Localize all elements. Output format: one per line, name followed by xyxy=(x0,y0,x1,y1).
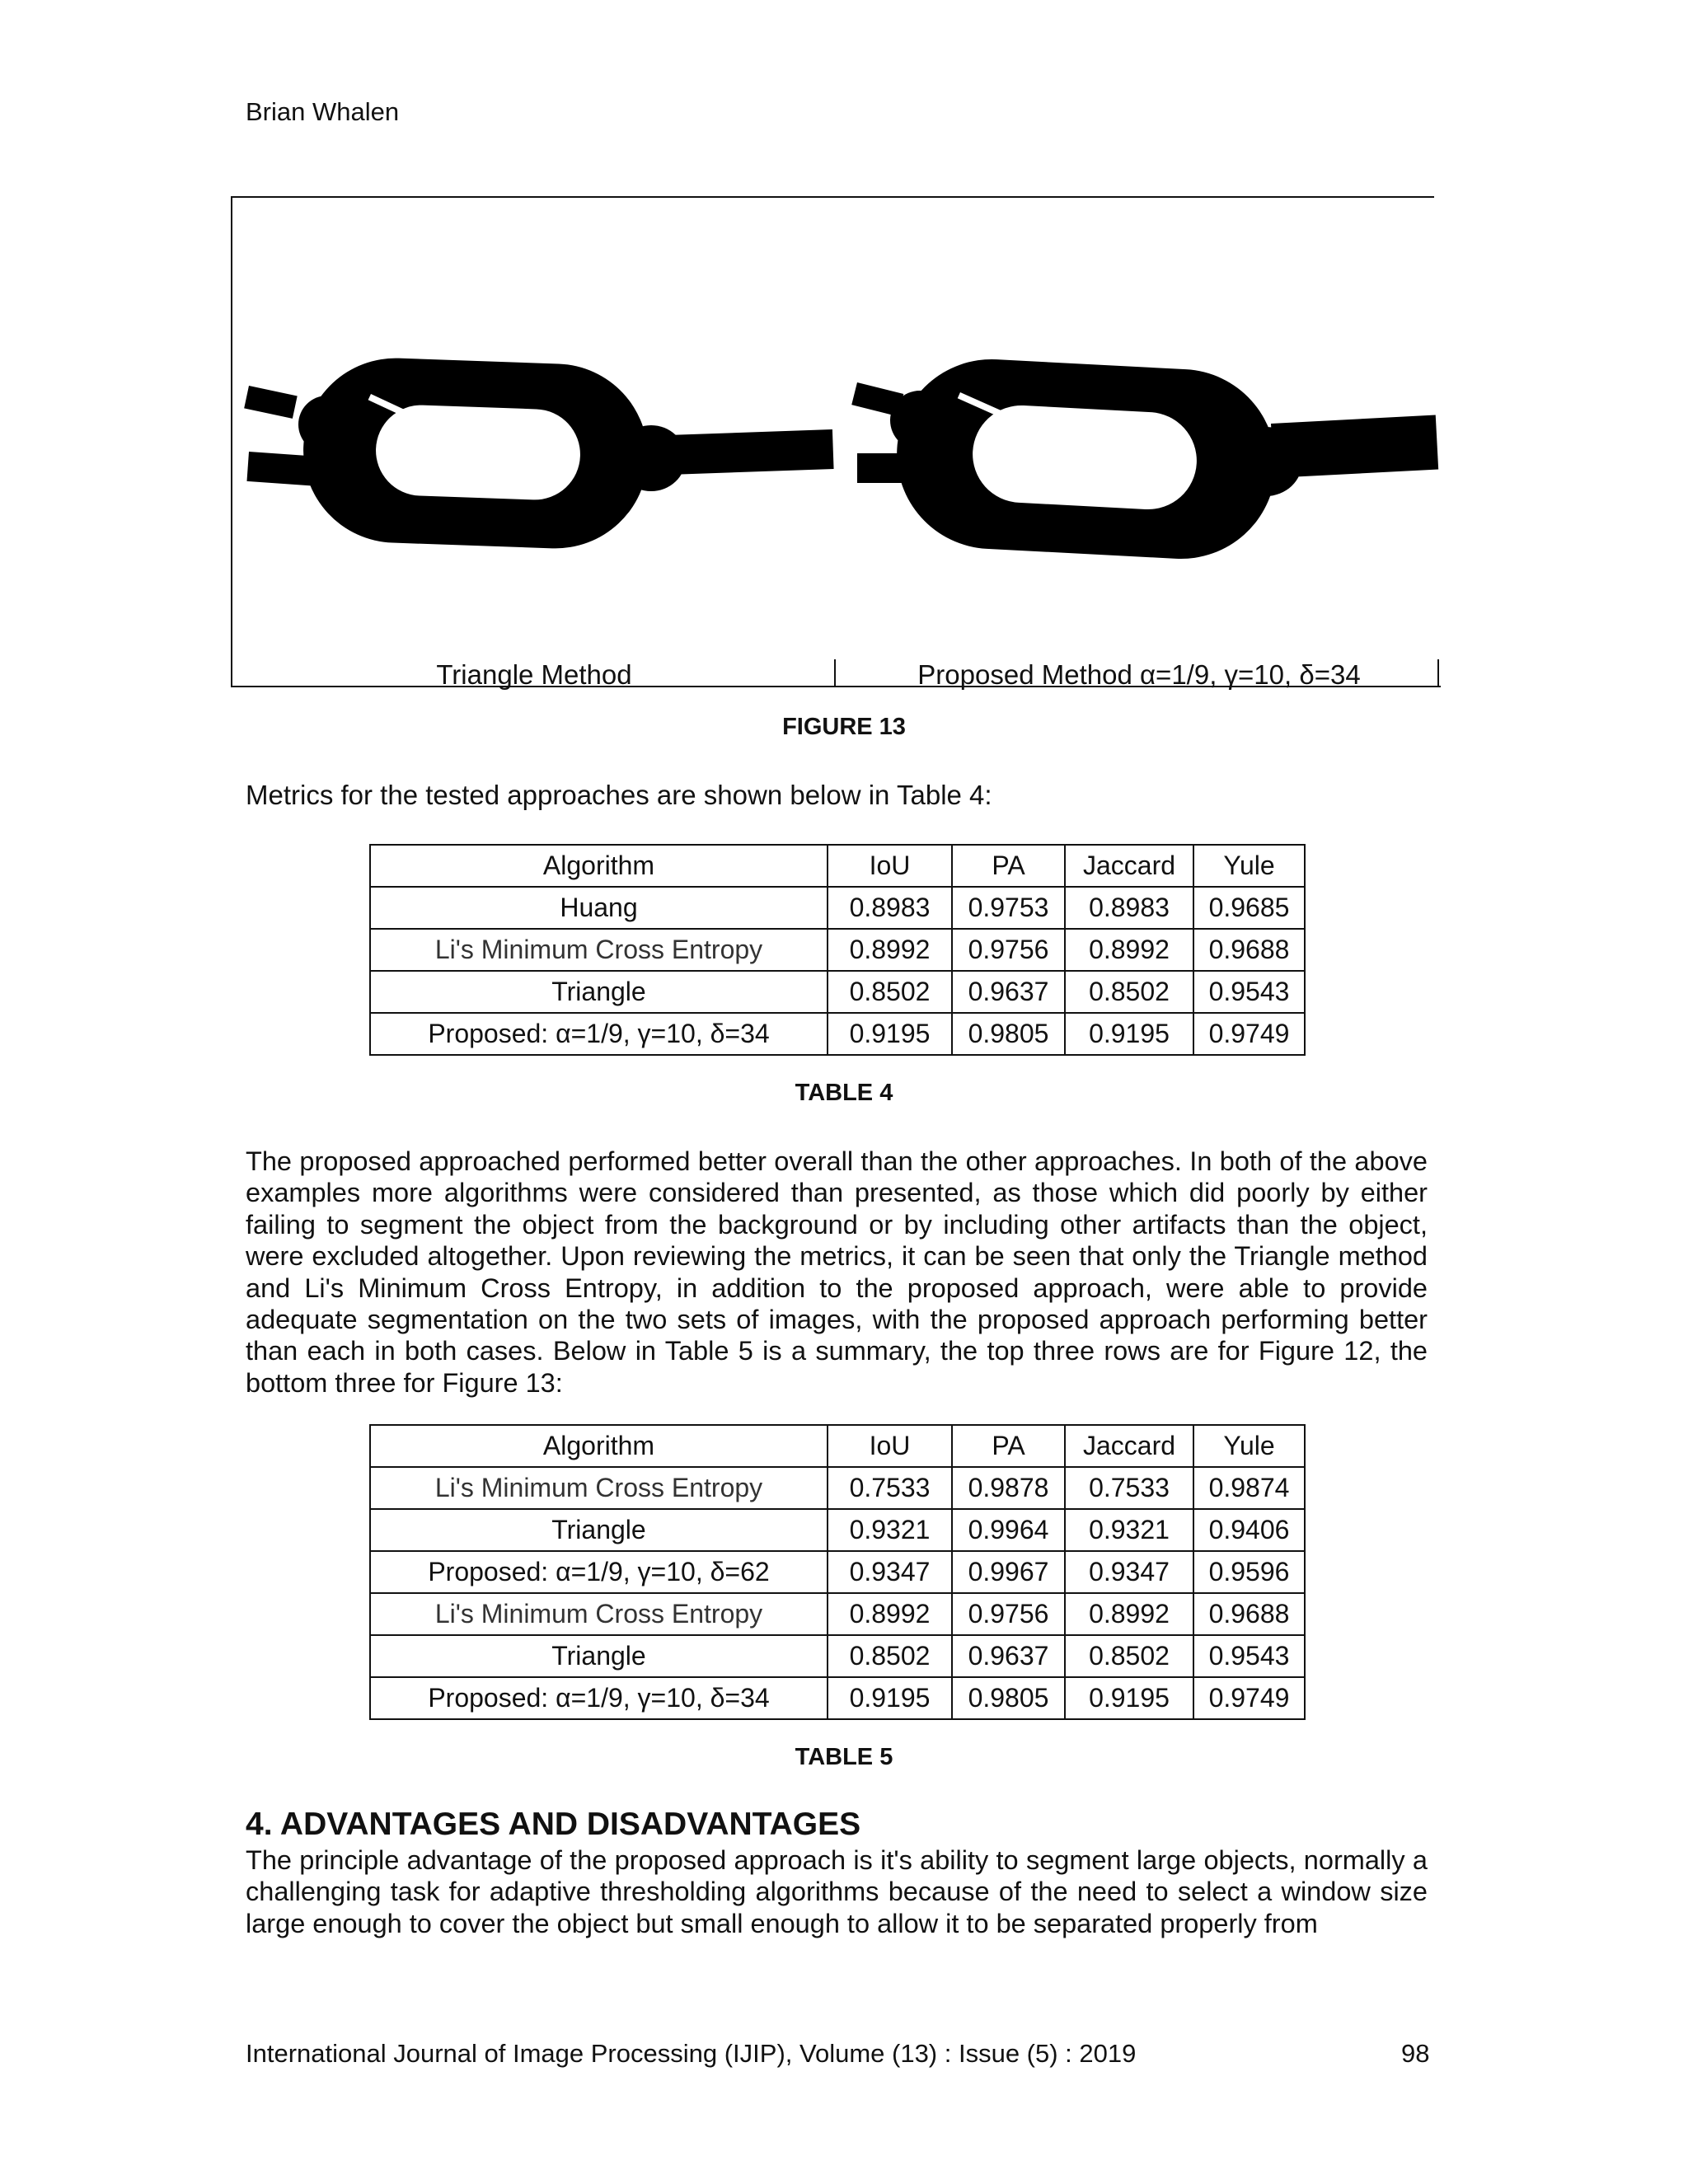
table-cell: 0.8992 xyxy=(828,929,952,971)
footer-journal-citation: International Journal of Image Processing (IJIP), Volume (13) : Issue (5) : 2019 xyxy=(246,2039,1137,2068)
table-cell: 0.9637 xyxy=(952,1635,1065,1677)
table-cell: Huang xyxy=(370,887,828,929)
column-header-iou: IoU xyxy=(828,1425,952,1467)
table-cell: 0.9637 xyxy=(952,971,1065,1013)
table-5 xyxy=(369,1424,1306,1720)
triangle-method-chain-image xyxy=(244,355,833,551)
table-cell: Proposed: α=1/9, γ=10, δ=34 xyxy=(370,1677,828,1719)
table-4-caption: TABLE 4 xyxy=(795,1080,893,1106)
table-cell: 0.9688 xyxy=(1193,929,1305,971)
figure-13 xyxy=(231,196,1441,691)
table-cell: Proposed: α=1/9, γ=10, δ=34 xyxy=(370,1013,828,1055)
table-cell: 0.9406 xyxy=(1193,1509,1305,1551)
table-cell: 0.9878 xyxy=(952,1467,1065,1509)
table-row xyxy=(370,1467,1305,1509)
column-header-yule: Yule xyxy=(1193,1425,1305,1467)
table-row xyxy=(370,929,1305,971)
table-header-row xyxy=(370,1425,1305,1467)
table-cell: 0.9874 xyxy=(1193,1467,1305,1509)
table-row xyxy=(370,1593,1305,1635)
table-cell: 0.7533 xyxy=(1065,1467,1193,1509)
table-cell: 0.9347 xyxy=(828,1551,952,1593)
table-cell: 0.9321 xyxy=(1065,1509,1193,1551)
table-row xyxy=(370,1551,1305,1593)
table-header-row xyxy=(370,845,1305,887)
table-cell: Triangle xyxy=(370,1635,828,1677)
table-cell: 0.9195 xyxy=(1065,1013,1193,1055)
table-cell: 0.9685 xyxy=(1193,887,1305,929)
table-cell: 0.8992 xyxy=(828,1593,952,1635)
table-cell: 0.9596 xyxy=(1193,1551,1305,1593)
column-header-algorithm: Algorithm xyxy=(370,1425,828,1467)
table-row xyxy=(370,1013,1305,1055)
table-cell: Li's Minimum Cross Entropy xyxy=(370,1467,828,1509)
table-cell: 0.9805 xyxy=(952,1677,1065,1719)
table-cell: 0.9967 xyxy=(952,1551,1065,1593)
figure-13-image xyxy=(231,196,1441,691)
table-cell: 0.9321 xyxy=(828,1509,952,1551)
column-header-jaccard: Jaccard xyxy=(1065,1425,1193,1467)
proposed-method-chain-image xyxy=(851,354,1438,564)
column-header-pa: PA xyxy=(952,1425,1065,1467)
table-cell: 0.9964 xyxy=(952,1509,1065,1551)
table-cell: Li's Minimum Cross Entropy xyxy=(370,929,828,971)
table-cell: 0.8983 xyxy=(1065,887,1193,929)
table-cell: 0.7533 xyxy=(828,1467,952,1509)
body-paragraph-advantages: The principle advantage of the proposed approach is it's ability to segment large objects, normally a challenging task for adaptive thresholding algorithms because of the need to select a window size large enough to cover the object but small enough to allow it to be separated properly from xyxy=(246,1845,1428,1938)
table-cell: 0.8502 xyxy=(828,971,952,1013)
page-number: 98 xyxy=(1401,2039,1430,2068)
table-cell: 0.9749 xyxy=(1193,1013,1305,1055)
table-cell: 0.9543 xyxy=(1193,971,1305,1013)
table-cell: 0.9195 xyxy=(1065,1677,1193,1719)
column-header-jaccard: Jaccard xyxy=(1065,845,1193,887)
table-cell: 0.8992 xyxy=(1065,1593,1193,1635)
column-header-yule: Yule xyxy=(1193,845,1305,887)
running-header-author: Brian Whalen xyxy=(246,97,400,126)
table-cell: Proposed: α=1/9, γ=10, δ=62 xyxy=(370,1551,828,1593)
table-cell: 0.9756 xyxy=(952,929,1065,971)
table-cell: Triangle xyxy=(370,971,828,1013)
table-cell: 0.8983 xyxy=(828,887,952,929)
table-row xyxy=(370,1635,1305,1677)
column-header-algorithm: Algorithm xyxy=(370,845,828,887)
table-cell: 0.9749 xyxy=(1193,1677,1305,1719)
table-row xyxy=(370,971,1305,1013)
figure-caption: FIGURE 13 xyxy=(782,714,906,740)
table-cell: 0.9688 xyxy=(1193,1593,1305,1635)
table-cell: 0.9347 xyxy=(1065,1551,1193,1593)
table-cell: 0.9543 xyxy=(1193,1635,1305,1677)
table-cell: 0.9195 xyxy=(828,1013,952,1055)
table-cell: 0.9805 xyxy=(952,1013,1065,1055)
section-heading: 4. ADVANTAGES AND DISADVANTAGES xyxy=(246,1807,861,1842)
table-cell: 0.9753 xyxy=(952,887,1065,929)
table-4 xyxy=(369,844,1306,1056)
column-header-iou: IoU xyxy=(828,845,952,887)
table-row xyxy=(370,1509,1305,1551)
table-row xyxy=(370,1677,1305,1719)
table-cell: 0.9756 xyxy=(952,1593,1065,1635)
table-cell: 0.8502 xyxy=(828,1635,952,1677)
table-row xyxy=(370,887,1305,929)
table-cell: Triangle xyxy=(370,1509,828,1551)
body-paragraph-results: The proposed approached performed better overall than the other approaches. In both of the above examples more algorithms were considered than presented, as those which did poorly by either failing to segment the object from the background or by including other artifacts than the object, were excluded altogether. Upon reviewing the metrics, it can be seen that only the Triangle method and Li's Minimum Cross Entropy, in addition to the proposed approach, were able to provide adequate segmentation on the two sets of images, with the proposed approach performing better than each in both cases. Below in Table 5 is a summary, the top three rows are for Figure 12, the bottom three for Figure 13: xyxy=(246,1146,1428,1398)
figure-label-proposed: Proposed Method α=1/9, γ=10, δ=34 xyxy=(917,659,1361,690)
figure-label-triangle: Triangle Method xyxy=(436,659,632,690)
table-cell: 0.9195 xyxy=(828,1677,952,1719)
table-cell: Li's Minimum Cross Entropy xyxy=(370,1593,828,1635)
column-header-pa: PA xyxy=(952,845,1065,887)
table-cell: 0.8502 xyxy=(1065,971,1193,1013)
table-cell: 0.8992 xyxy=(1065,929,1193,971)
intro-sentence: Metrics for the tested approaches are shown below in Table 4: xyxy=(246,780,992,810)
table-cell: 0.8502 xyxy=(1065,1635,1193,1677)
table-5-caption: TABLE 5 xyxy=(795,1744,893,1770)
